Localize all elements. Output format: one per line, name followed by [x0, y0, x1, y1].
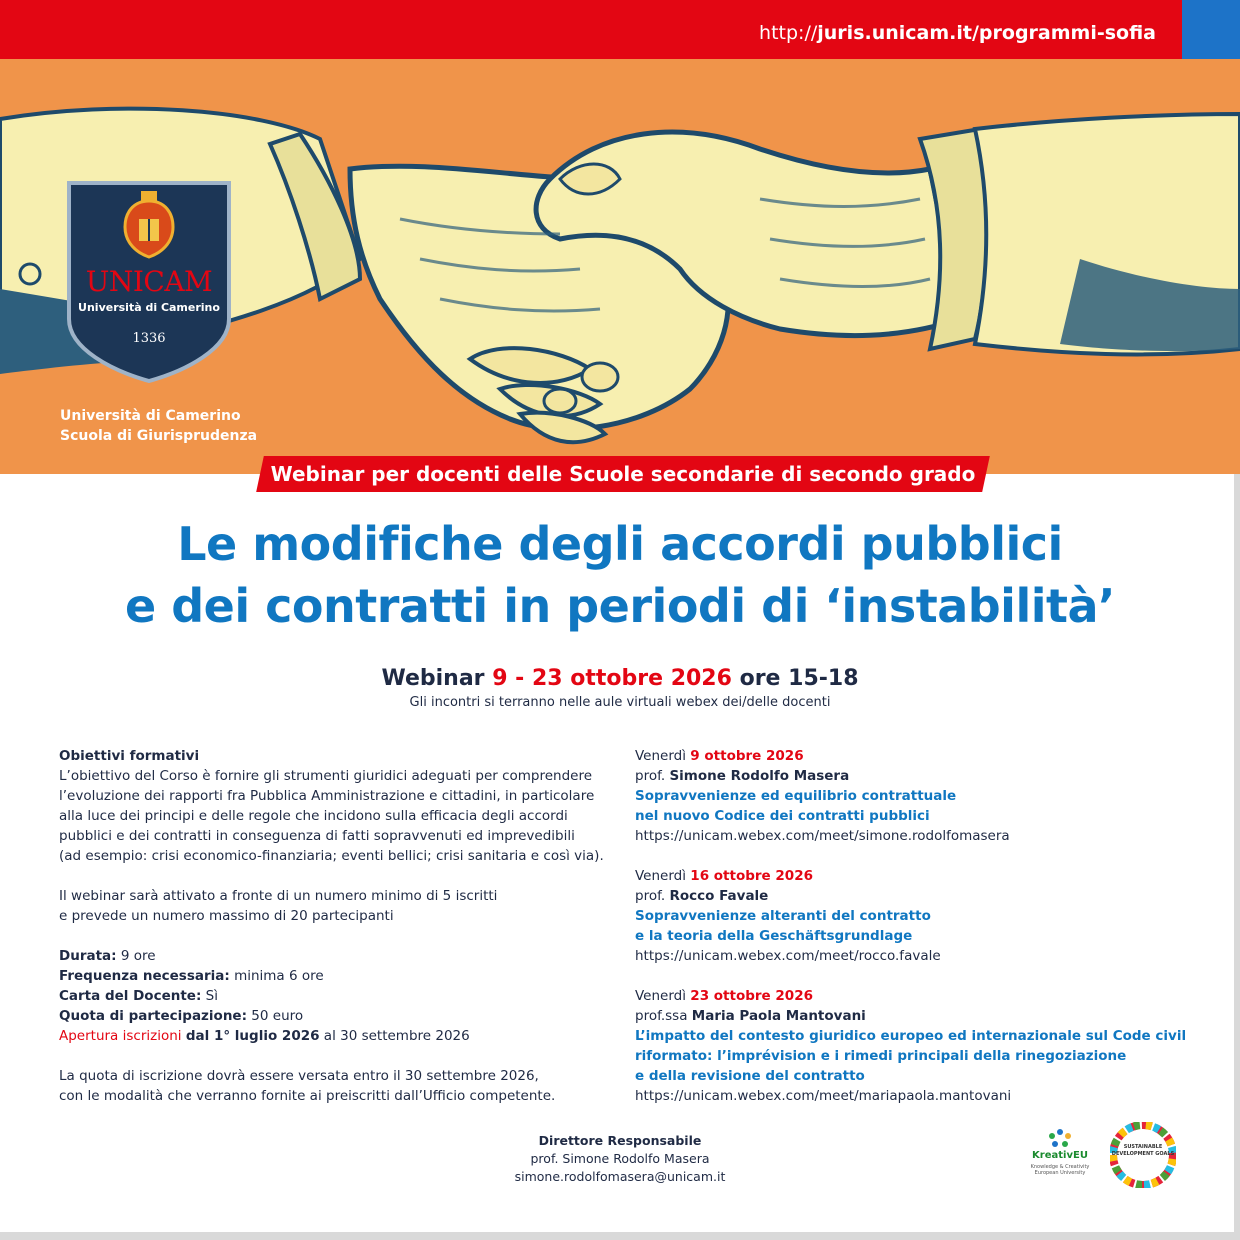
duration-value: 9 ore	[120, 948, 156, 964]
kreativ-name: KreativEU	[1032, 1150, 1088, 1161]
director-name: prof. Simone Rodolfo Masera	[530, 1151, 710, 1166]
director-email[interactable]: simone.rodolfomasera@unicam.it	[514, 1169, 726, 1184]
details-section	[59, 946, 619, 1046]
participants-section	[59, 886, 619, 926]
stars-icon	[1028, 1126, 1092, 1150]
fee-value: 50 euro	[251, 1008, 304, 1024]
session-topic: L’impatto del contesto giuridico europeo ed internazionale sul Code civil	[635, 1028, 1187, 1044]
card-value: Sì	[205, 988, 218, 1004]
objectives-heading: Obiettivi formativi	[59, 748, 200, 764]
session-topic: nel nuovo Codice dei contratti pubblici	[635, 808, 930, 824]
sdg-logo	[1110, 1122, 1176, 1188]
kreativ-tagline: Knowledge & Creativity European University	[1030, 1164, 1090, 1176]
card-label: Carta del Docente:	[59, 988, 202, 1004]
title-line: e dei contratti in periodi di ‘instabilità’	[125, 579, 1115, 633]
objectives-section	[59, 746, 619, 866]
crest-subtitle: Università di Camerino	[78, 301, 220, 314]
attendance-value: minima 6 ore	[234, 968, 324, 984]
session-topic: riformato: l’imprévision e i rimedi principali della rinegoziazione	[635, 1048, 1127, 1064]
objectives-text: l’evoluzione dei rapporti fra Pubblica Amministrazione e cittadini, in particolare	[59, 788, 595, 804]
objectives-text: L’obiettivo del Corso è fornire gli strumenti giuridici adeguati per comprendere	[59, 768, 593, 784]
session-date: Venerdì 9 ottobre 2026	[635, 748, 804, 764]
institution-name	[60, 406, 257, 446]
institution-line: Università di Camerino	[60, 408, 241, 424]
webinar-dates	[0, 666, 1240, 691]
session-link[interactable]: https://unicam.webex.com/meet/mariapaola.mantovani	[635, 1088, 1012, 1104]
session-link[interactable]: https://unicam.webex.com/meet/simone.rodolfomasera	[635, 828, 1010, 844]
audience-banner: Webinar per docenti delle Scuole secondarie di secondo grado	[270, 462, 976, 486]
dates-range: 9 - 23 ottobre 2026	[492, 666, 732, 691]
enroll-to: al 30 settembre 2026	[323, 1028, 470, 1044]
enroll-from: dal 1° luglio 2026	[185, 1028, 320, 1044]
session-item	[635, 746, 1195, 846]
payment-section	[59, 1066, 619, 1106]
session-topic: e la teoria della Geschäftsgrundlage	[635, 928, 913, 944]
participants-text: Il webinar sarà attivato a fronte di un numero minimo di 5 iscritti	[59, 888, 498, 904]
title-line: Le modifiche degli accordi pubblici	[177, 517, 1063, 571]
session-speaker: prof. Rocco Favale	[635, 888, 769, 904]
sessions-list	[635, 746, 1195, 1126]
dates-note: Gli incontri si terranno nelle aule virtuali webex dei/delle docenti	[409, 695, 831, 710]
session-link[interactable]: https://unicam.webex.com/meet/rocco.favale	[635, 948, 941, 964]
session-date: Venerdì 16 ottobre 2026	[635, 868, 813, 884]
dates-prefix: Webinar	[381, 666, 485, 691]
frame-border-right	[1234, 474, 1240, 1240]
crest-name: UNICAM	[85, 265, 213, 298]
payment-text: La quota di iscrizione dovrà essere versata entro il 30 settembre 2026,	[59, 1068, 539, 1084]
session-item	[635, 986, 1195, 1106]
hero-illustration	[0, 59, 1240, 474]
attendance-label: Frequenza necessaria:	[59, 968, 230, 984]
unicam-crest	[65, 179, 233, 384]
objectives-text: alla luce dei principi e delle regole che incidono sulla efficacia degli accordi	[59, 808, 568, 824]
frame-border-bottom	[0, 1232, 1240, 1240]
session-item	[635, 866, 1195, 966]
objectives-text: pubblici e dei contratti in conseguenza di fatti sopravvenuti ed imprevedibili	[59, 828, 575, 844]
session-date: Venerdì 23 ottobre 2026	[635, 988, 813, 1004]
page-title	[0, 513, 1240, 637]
school-line: Scuola di Giurisprudenza	[60, 428, 258, 444]
top-bar-accent	[1182, 0, 1240, 59]
payment-text: con le modalità che verranno fornite ai preiscritti dall’Ufficio competente.	[59, 1088, 556, 1104]
session-topic: Sopravvenienze ed equilibrio contrattuale	[635, 788, 957, 804]
session-speaker: prof.ssa Maria Paola Mantovani	[635, 1008, 866, 1024]
director-block	[420, 1132, 820, 1186]
session-topic: Sopravvenienze alteranti del contratto	[635, 908, 931, 924]
course-info	[59, 746, 619, 1126]
kreativeu-logo	[1028, 1126, 1092, 1180]
director-heading: Direttore Responsabile	[538, 1133, 702, 1148]
fee-label: Quota di partecipazione:	[59, 1008, 247, 1024]
crest-year: 1336	[132, 331, 166, 346]
program-url[interactable]: http://juris.unicam.it/programmi-sofia	[759, 22, 1156, 44]
enroll-label: Apertura iscrizioni	[59, 1028, 182, 1044]
sdg-label: SUSTAINABLE DEVELOPMENT GOALS	[1111, 1144, 1175, 1157]
duration-label: Durata:	[59, 948, 117, 964]
participants-text: e prevede un numero massimo di 20 partecipanti	[59, 908, 394, 924]
dates-time: ore 15-18	[739, 666, 859, 691]
session-speaker: prof. Simone Rodolfo Masera	[635, 768, 850, 784]
objectives-text: (ad esempio: crisi economico-finanziaria; eventi bellici; crisi sanitaria e così via).	[59, 848, 604, 864]
session-topic: e della revisione del contratto	[635, 1068, 865, 1084]
